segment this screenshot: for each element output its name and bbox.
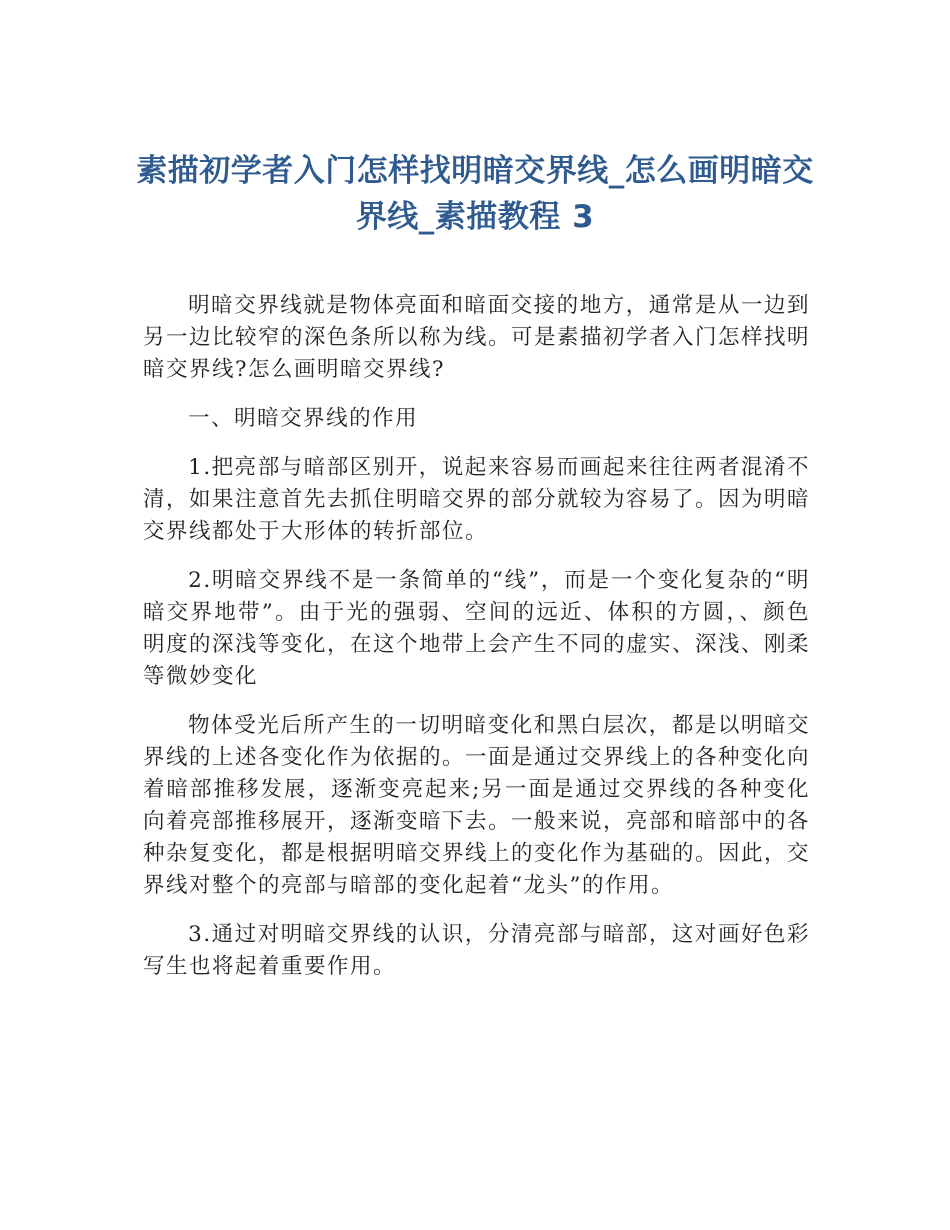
- paragraph-intro: 明暗交界线就是物体亮面和暗面交接的地方，通常是从一边到另一边比较窄的深色条所以称为线。可是素描初学者入门怎样找明暗交界线?怎么画明暗交界线?: [143, 293, 811, 382]
- section-heading: 一、明暗交界线的作用: [188, 406, 419, 431]
- paragraph-point-3: 3.通过对明暗交界线的认识，分清亮部与暗部，这对画好色彩写生也将起着重要作用。: [143, 922, 810, 979]
- document-body: [143, 290, 810, 1000]
- document-title: 素描初学者入门怎样找明暗交界线_怎么画明暗交界线_素描教程 3: [136, 153, 814, 235]
- paragraph-explanation: 物体受光后所产生的一切明暗变化和黑白层次，都是以明暗交界线的上述各变化作为依据的。一面是通过交界线上的各种变化向着暗部推移发展，逐渐变亮起来;另一面是通过交界线的各种变化向着亮部推移展开，逐渐变暗下去。一般来说，亮部和暗部中的各种杂复变化，都是根据明暗交界线上的变化作为基础的。因此，交界线对整个的亮部与暗部的变化起着“龙头”的作用。: [143, 713, 811, 898]
- paragraph-point-1: 1.把亮部与暗部区别开，说起来容易而画起来往往两者混淆不清，如果注意首先去抓住明暗交界的部分就较为容易了。因为明暗交界线都处于大形体的转折部位。: [143, 455, 811, 544]
- paragraph-point-2: 2.明暗交界线不是一条简单的“线”，而是一个变化复杂的“明暗交界地带”。由于光的强弱、空间的远近、体积的方圆，、颜色明度的深浅等变化，在这个地带上会产生不同的虚实、深浅、刚柔等微妙变化: [143, 568, 811, 689]
